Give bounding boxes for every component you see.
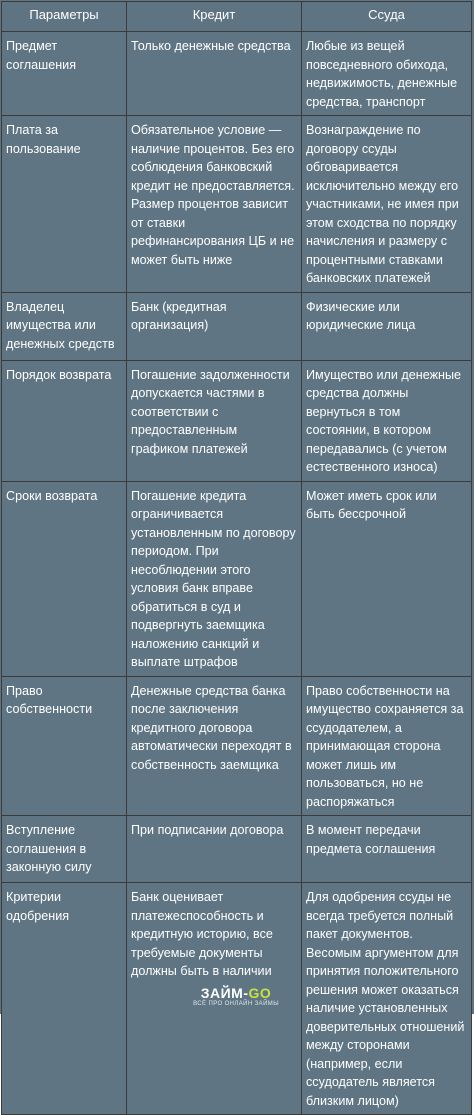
loan-cell: В момент передачи предмета соглашения [302,816,472,883]
row-parameter: Вступление соглашения в законную силу [2,816,127,883]
watermark-logo [180,985,292,1011]
row-parameter: Порядок возврата [2,360,127,481]
credit-cell: При подписании договора [127,816,302,883]
watermark-tagline: ВСЁ ПРО ОНЛАЙН ЗАЙМЫ [193,1001,279,1007]
table-row [2,676,472,816]
row-parameter: Владелец имущества или денежных средств [2,292,127,360]
credit-cell: Денежные средства банка после заключения кредитного договора автоматически переходят в собственность заемщика [127,676,302,816]
header-credit: Кредит [127,2,302,32]
comparison-table [1,1,472,1115]
table-row [2,292,472,360]
loan-cell: Имущество или денежные средства должны вернуться в том состоянии, в котором передавались (с учетом естественного износа) [302,360,472,481]
table-row [2,116,472,293]
credit-cell: Погашение задолженности допускается частями в соответствии с предоставленным графиком платежей [127,360,302,481]
header-parameters: Параметры [2,2,127,32]
loan-cell: Физические или юридические лица [302,292,472,360]
credit-cell: Только денежные средства [127,32,302,116]
loan-cell: Может иметь срок или быть бессрочной [302,481,472,676]
loan-cell: Вознаграждение по договору ссуды обговаривается исключительно между его участниками, не имея при этом сходства по порядку начисления и размеру с процентными ставками банковских платежей [302,116,472,293]
table-row [2,32,472,116]
credit-cell: Обязательное условие — наличие процентов. Без его соблюдения банковский кредит не предоставляется. Размер процентов зависит от ставки рефинансирования ЦБ и не может быть ниже [127,116,302,293]
table-row [2,360,472,481]
table-header-row [2,2,472,32]
credit-cell: Банк оценивает платежеспособность и кредитную историю, все требуемые документы должны быть в наличии [127,883,302,1115]
table-row [2,816,472,883]
row-parameter: Предмет соглашения [2,32,127,116]
row-parameter: Сроки возврата [2,481,127,676]
loan-cell: Право собственности на имущество сохраняется за ссудодателем, а принимающая сторона может лишь им пользоваться, но не распоряжаться [302,676,472,816]
watermark-logo-main: ЗАЙМ- [200,985,249,1001]
credit-cell: Погашение кредита ограничивается установленным по договору периодом. При несоблюдении этого условия банк вправе обратиться в суд и подвергнуть заемщика наложению санкций и выплате штрафов [127,481,302,676]
row-parameter: Плата за пользование [2,116,127,293]
header-loan: Ссуда [302,2,472,32]
watermark-logo-text [180,985,292,1001]
row-parameter: Критерии одобрения [2,883,127,1115]
watermark-logo-accent: GO [248,985,272,1001]
loan-cell: Для одобрения ссуды не всегда требуется полный пакет документов. Весомым аргументом для принятия положительного решения может оказаться наличие установленных доверительных отношений между сторонами (например, если ссудодатель является близким лицом) [302,883,472,1115]
row-parameter: Право собственности [2,676,127,816]
table-row [2,481,472,676]
credit-cell: Банк (кредитная организация) [127,292,302,360]
loan-cell: Любые из вещей повседневного обихода, недвижимость, денежные средства, транспорт [302,32,472,116]
